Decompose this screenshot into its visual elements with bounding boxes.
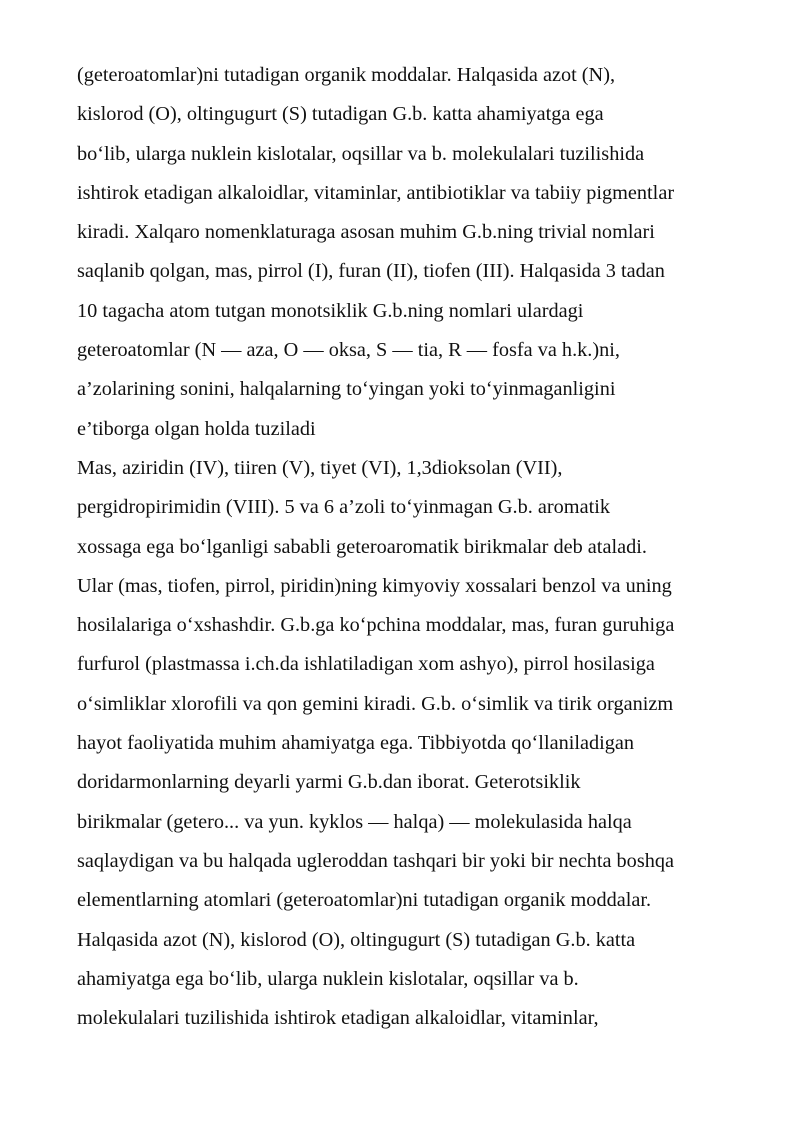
text-line: doridarmonlarning deyarli yarmi G.b.dan iborat. Geterotsiklik [77,771,581,794]
text-line: a’zolarining sonini, halqalarning to‘yingan yoki to‘yinmaganligini [77,378,616,401]
text-line: xossaga ega bo‘lganligi sababli geteroaromatik birikmalar deb ataladi. [77,535,647,558]
text-line: ahamiyatga ega bo‘lib, ularga nuklein kislotalar, oqsillar va b. [77,967,579,990]
body-text [77,56,777,1038]
text-line: o‘simliklar xlorofili va qon gemini kiradi. G.b. o‘simlik va tirik organizm [77,692,674,715]
text-line: kiradi. Xalqaro nomenklaturaga asosan muhim G.b.ning trivial nomlari [77,221,655,244]
text-line: birikmalar (getero... va yun. kyklos — halqa) — molekulasida halqa [77,810,632,833]
text-line: (geteroatomlar)ni tutadigan organik moddalar. Halqasida azot (N), [77,64,616,86]
text-line: e’tiborga olgan holda tuziladi [77,417,316,440]
text-line: furfurol (plastmassa i.ch.da ishlatiladigan xom ashyo), pirrol hosilasiga [77,653,655,676]
text-line: Ular (mas, tiofen, pirrol, piridin)ning kimyoviy xossalari benzol va uning [77,574,672,597]
text-line: Halqasida azot (N), kislorod (O), oltingugurt (S) tutadigan G.b. katta [77,928,636,951]
text-line: hayot faoliyatida muhim ahamiyatga ega. Tibbiyotda qo‘llaniladigan [77,732,635,755]
text-line: elementlarning atomlari (geteroatomlar)ni tutadigan organik moddalar. [77,889,652,912]
text-line: ishtirok etadigan alkaloidlar, vitaminlar, antibiotiklar va tabiiy pigmentlar [77,181,675,204]
text-line: molekulalari tuzilishida ishtirok etadigan alkaloidlar, vitaminlar, [77,1007,599,1030]
text-line: bo‘lib, ularga nuklein kislotalar, oqsillar va b. molekulalari tuzilishida [77,142,645,165]
text-line: kislorod (O), oltingugurt (S) tutadigan G.b. katta ahamiyatga ega [77,103,604,126]
text-line: saqlaydigan va bu halqada ugleroddan tashqari bir yoki bir nechta boshqa [77,849,674,872]
text-line: Mas, aziridin (IV), tiiren (V), tiyet (VI), 1,3dioksolan (VII), [77,456,563,479]
text-line: pergidropirimidin (VIII). 5 va 6 a’zoli to‘yinmagan G.b. aromatik [77,496,610,519]
text-line: geteroatomlar (N — aza, O — oksa, S — tia, R — fosfa va h.k.)ni, [77,339,620,362]
text-line: 10 tagacha atom tutgan monotsiklik G.b.ning nomlari ulardagi [77,299,584,322]
text-line: saqlanib qolgan, mas, pirrol (I), furan (II), tiofen (III). Halqasida 3 tadan [77,260,665,283]
text-line: hosilalariga o‘xshashdir. G.b.ga ko‘pchina moddalar, mas, furan guruhiga [77,614,675,637]
